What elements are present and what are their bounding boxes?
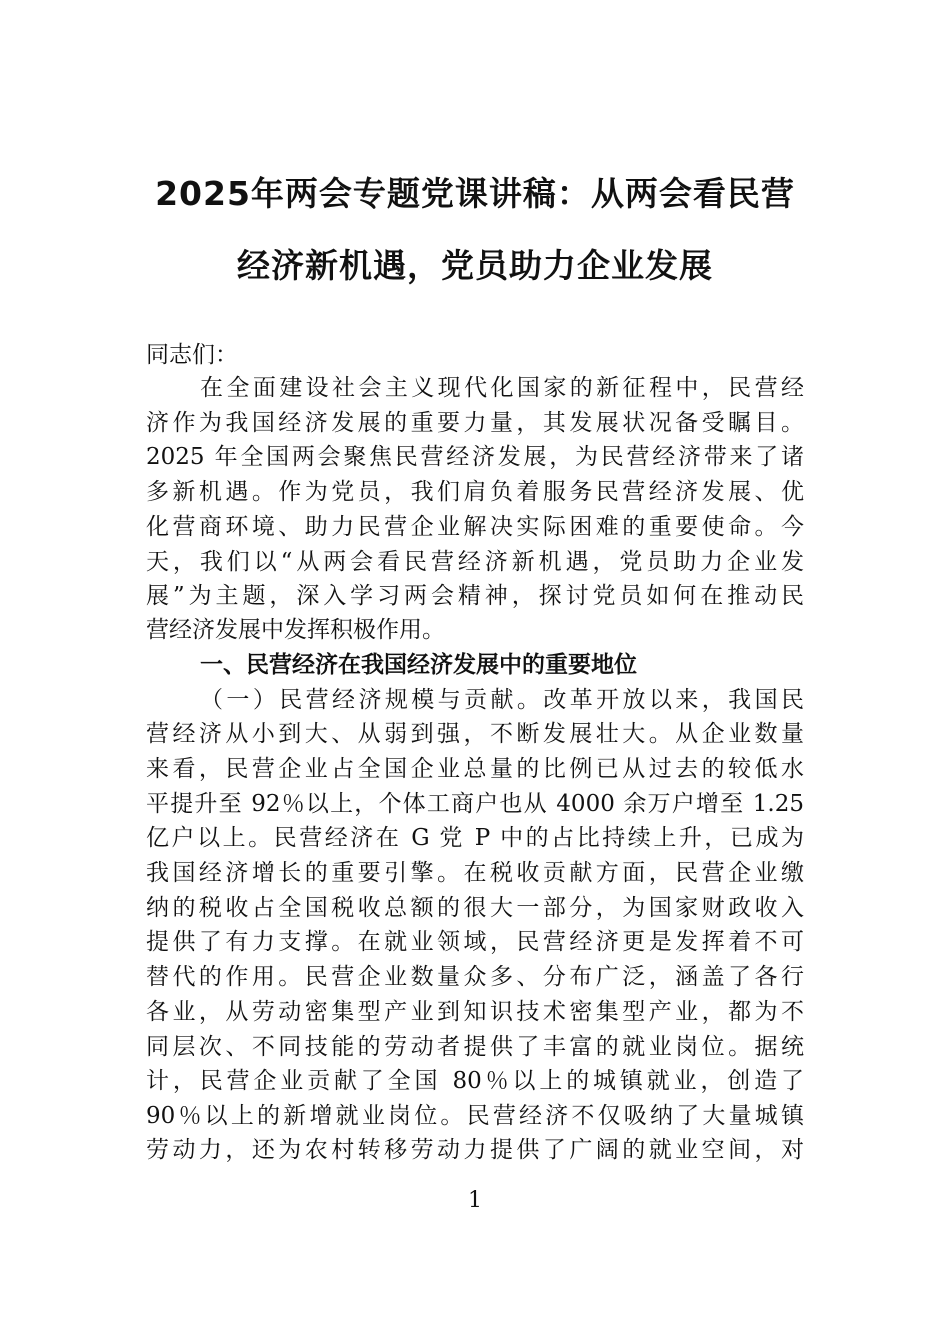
section-line: 计，民营企业贡献了全国 80％以上的城镇就业，创造了 — [146, 1068, 804, 1094]
section-line: 替代的作用。民营企业数量众多、分布广泛，涵盖了各行 — [146, 964, 804, 990]
document-title-line-2: 经济新机遇，党员助力企业发展 — [237, 246, 713, 285]
intro-line: 多新机遇。作为党员，我们肩负着服务民营经济发展、优 — [146, 479, 804, 505]
section-line: 我国经济增长的重要引擎。在税收贡献方面，民营企业缴 — [146, 860, 804, 886]
intro-line: 展”为主题，深入学习两会精神，探讨党员如何在推动民 — [146, 583, 804, 609]
intro-line: 天，我们以“从两会看民营经济新机遇，党员助力企业发 — [146, 549, 804, 575]
intro-line: 在全面建设社会主义现代化国家的新征程中，民营经 — [200, 375, 804, 401]
page-number: 1 — [468, 1188, 482, 1213]
section-line: 90％以上的新增就业岗位。民营经济不仅吸纳了大量城镇 — [146, 1103, 804, 1129]
section-line: 各业，从劳动密集型产业到知识技术密集型产业，都为不 — [146, 999, 804, 1025]
intro-line: 济作为我国经济发展的重要力量，其发展状况备受瞩目。 — [146, 410, 804, 436]
section-line: 亿户以上。民营经济在 G 党 P 中的占比持续上升，已成为 — [146, 825, 804, 851]
intro-line: 营经济发展中发挥积极作用。 — [146, 617, 445, 643]
greeting: 同志们： — [146, 342, 238, 368]
section-line: 劳动力，还为农村转移劳动力提供了广阔的就业空间，对 — [146, 1137, 804, 1163]
document-title-line-1: 2025年两会专题党课讲稿：从两会看民营 — [155, 174, 795, 213]
section-line: 平提升至 92％以上，个体工商户也从 4000 余万户增至 1.25 — [146, 791, 804, 817]
intro-line: 化营商环境、助力民营企业解决实际困难的重要使命。今 — [146, 514, 804, 540]
section-line: （一）民营经济规模与贡献。改革开放以来，我国民 — [200, 687, 804, 713]
section-line: 营经济从小到大、从弱到强，不断发展壮大。从企业数量 — [146, 721, 804, 747]
intro-line: 2025 年全国两会聚焦民营经济发展，为民营经济带来了诸 — [146, 444, 804, 470]
section-line: 来看，民营企业占全国企业总量的比例已从过去的较低水 — [146, 756, 804, 782]
section-line: 同层次、不同技能的劳动者提供了丰富的就业岗位。据统 — [146, 1034, 804, 1060]
section-heading: 一、民营经济在我国经济发展中的重要地位 — [200, 652, 637, 678]
section-line: 纳的税收占全国税收总额的很大一部分，为国家财政收入 — [146, 895, 804, 921]
section-line: 提供了有力支撑。在就业领域，民营经济更是发挥着不可 — [146, 929, 804, 955]
